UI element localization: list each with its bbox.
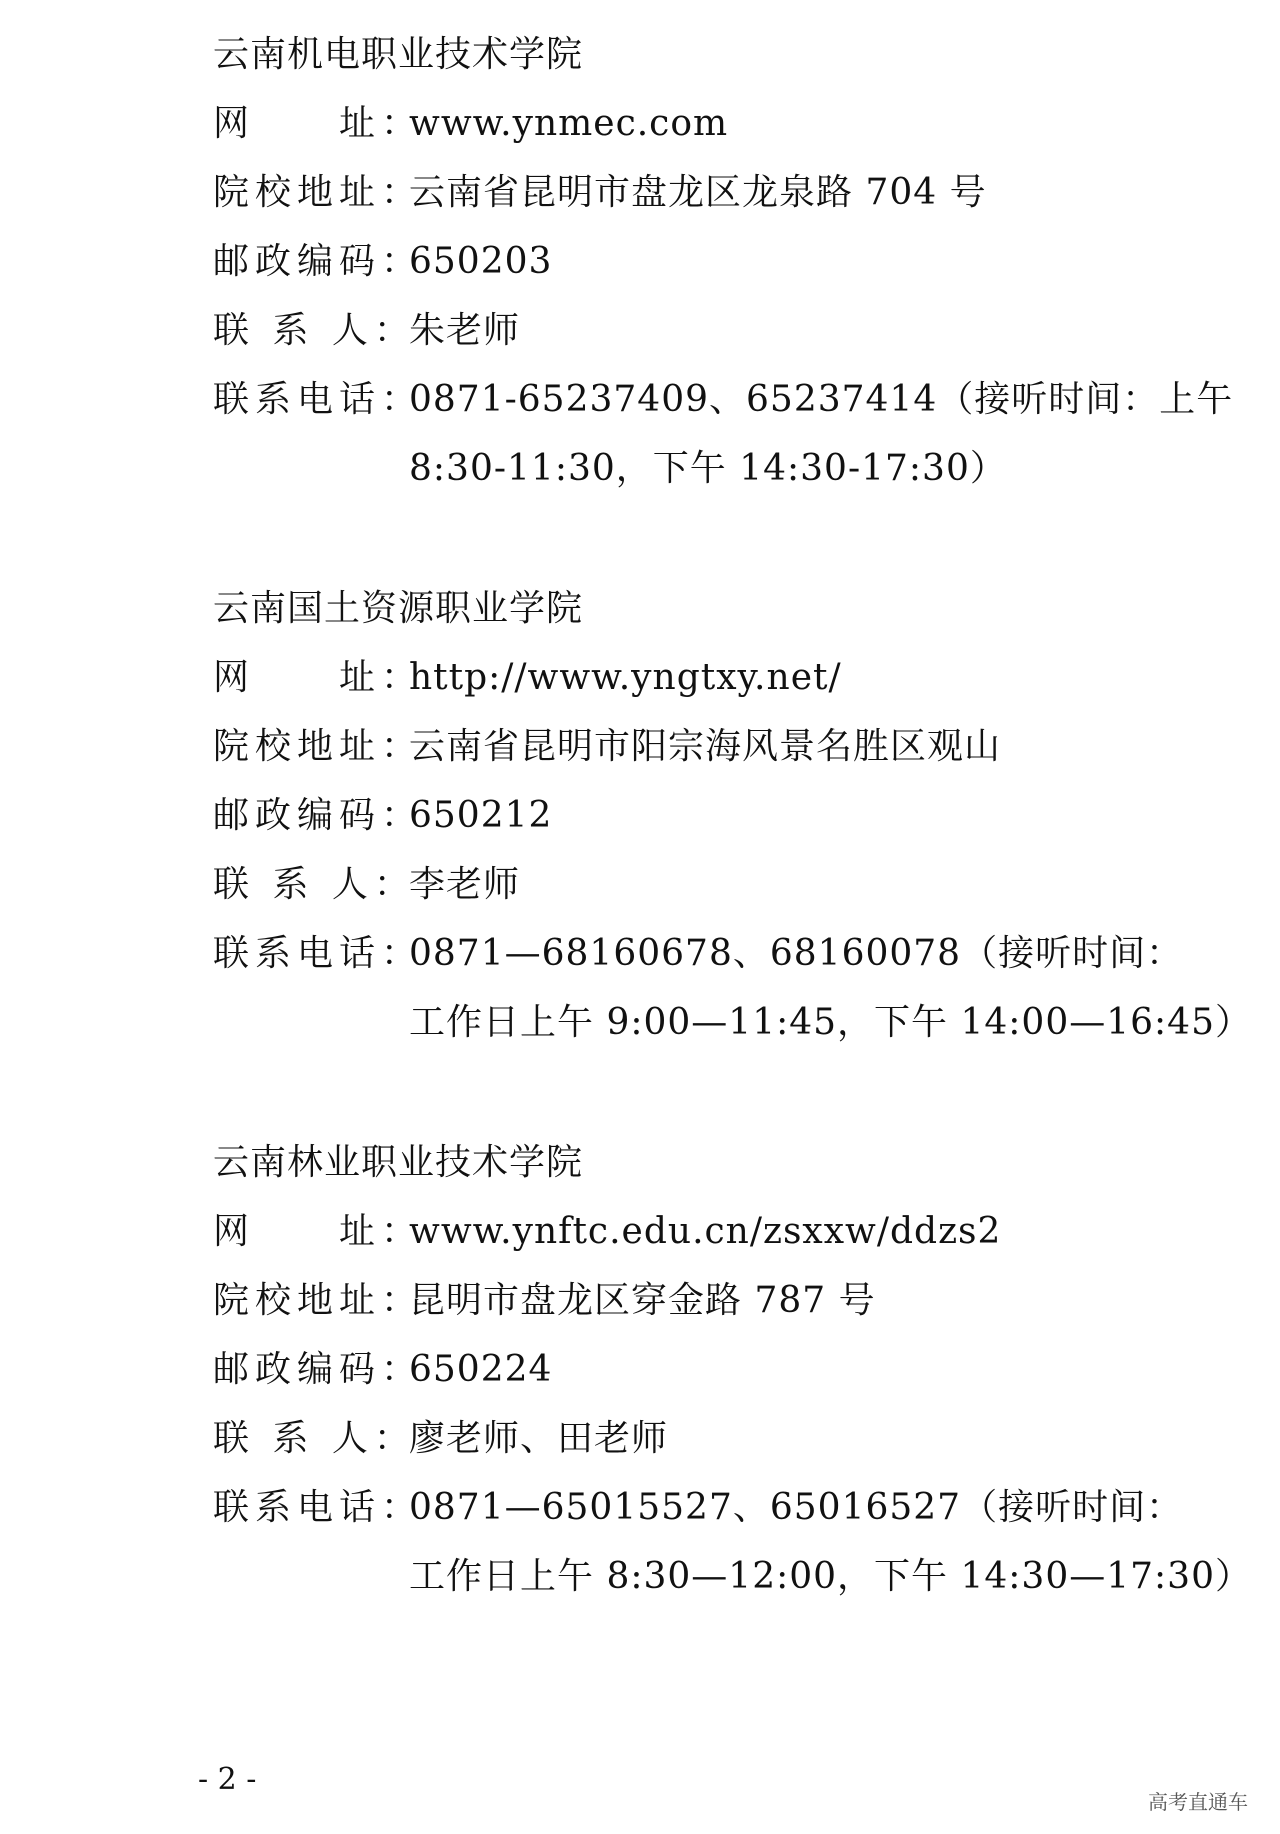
address-row — [213, 1276, 876, 1326]
phone-label: 联系电话： — [213, 1487, 424, 1528]
address-row — [213, 168, 987, 218]
school-name: 云南机电职业技术学院 — [213, 34, 584, 75]
website-label: 网 址： — [213, 657, 424, 698]
postcode-row — [213, 1345, 552, 1395]
contact-value: 朱老师 — [409, 310, 521, 351]
postcode-label: 邮政编码： — [213, 241, 424, 282]
address-label: 院校地址： — [213, 172, 424, 213]
address-label: 院校地址： — [213, 1280, 424, 1321]
contact-label: 联 系 人： — [213, 864, 416, 905]
address-value: 云南省昆明市阳宗海风景名胜区观山 — [409, 726, 1002, 767]
contact-value: 廖老师、田老师 — [409, 1418, 669, 1459]
website-value: www.ynmec.com — [409, 103, 729, 144]
website-row — [213, 99, 728, 149]
phone-value: 0871—68160678、68160078（接听时间： — [409, 933, 1184, 974]
website-value: www.ynftc.edu.cn/zsxxw/ddzs2 — [409, 1211, 1002, 1252]
contact-row — [213, 306, 520, 356]
contact-row — [213, 1414, 668, 1464]
postcode-label: 邮政编码： — [213, 1349, 424, 1390]
school-name: 云南林业职业技术学院 — [213, 1142, 584, 1183]
phone-hours: 工作日上午 8:30—12:00，下午 14:30—17:30） — [409, 1556, 1252, 1597]
contact-row — [213, 860, 520, 910]
phone-label: 联系电话： — [213, 379, 424, 420]
postcode-value: 650203 — [409, 241, 553, 282]
phone-value: 0871-65237409、65237414（接听时间：上午 — [409, 379, 1234, 420]
phone-row — [213, 1483, 1183, 1533]
contact-value: 李老师 — [409, 864, 521, 905]
school-name: 云南国土资源职业学院 — [213, 588, 584, 629]
address-label: 院校地址： — [213, 726, 424, 767]
website-value: http://www.yngtxy.net/ — [409, 657, 842, 698]
address-value: 云南省昆明市盘龙区龙泉路 704 号 — [409, 172, 987, 213]
phone-row — [213, 375, 1233, 425]
phone-value: 0871—65015527、65016527（接听时间： — [409, 1487, 1184, 1528]
postcode-label: 邮政编码： — [213, 795, 424, 836]
postcode-row — [213, 237, 552, 287]
phone-label: 联系电话： — [213, 933, 424, 974]
address-row — [213, 722, 1001, 772]
postcode-value: 650224 — [409, 1349, 553, 1390]
postcode-row — [213, 791, 552, 841]
website-label: 网 址： — [213, 1211, 424, 1252]
website-row — [213, 653, 842, 703]
page-number: - 2 - — [198, 1762, 257, 1797]
website-label: 网 址： — [213, 103, 424, 144]
phone-hours: 8:30-11:30，下午 14:30-17:30） — [409, 448, 1007, 489]
postcode-value: 650212 — [409, 795, 553, 836]
address-value: 昆明市盘龙区穿金路 787 号 — [409, 1280, 876, 1321]
phone-row — [213, 929, 1183, 979]
contact-label: 联 系 人： — [213, 1418, 416, 1459]
website-row — [213, 1207, 1001, 1257]
contact-label: 联 系 人： — [213, 310, 416, 351]
phone-hours: 工作日上午 9:00—11:45，下午 14:00—16:45） — [409, 1002, 1252, 1043]
watermark: 高考直通车 — [1148, 1790, 1248, 1814]
